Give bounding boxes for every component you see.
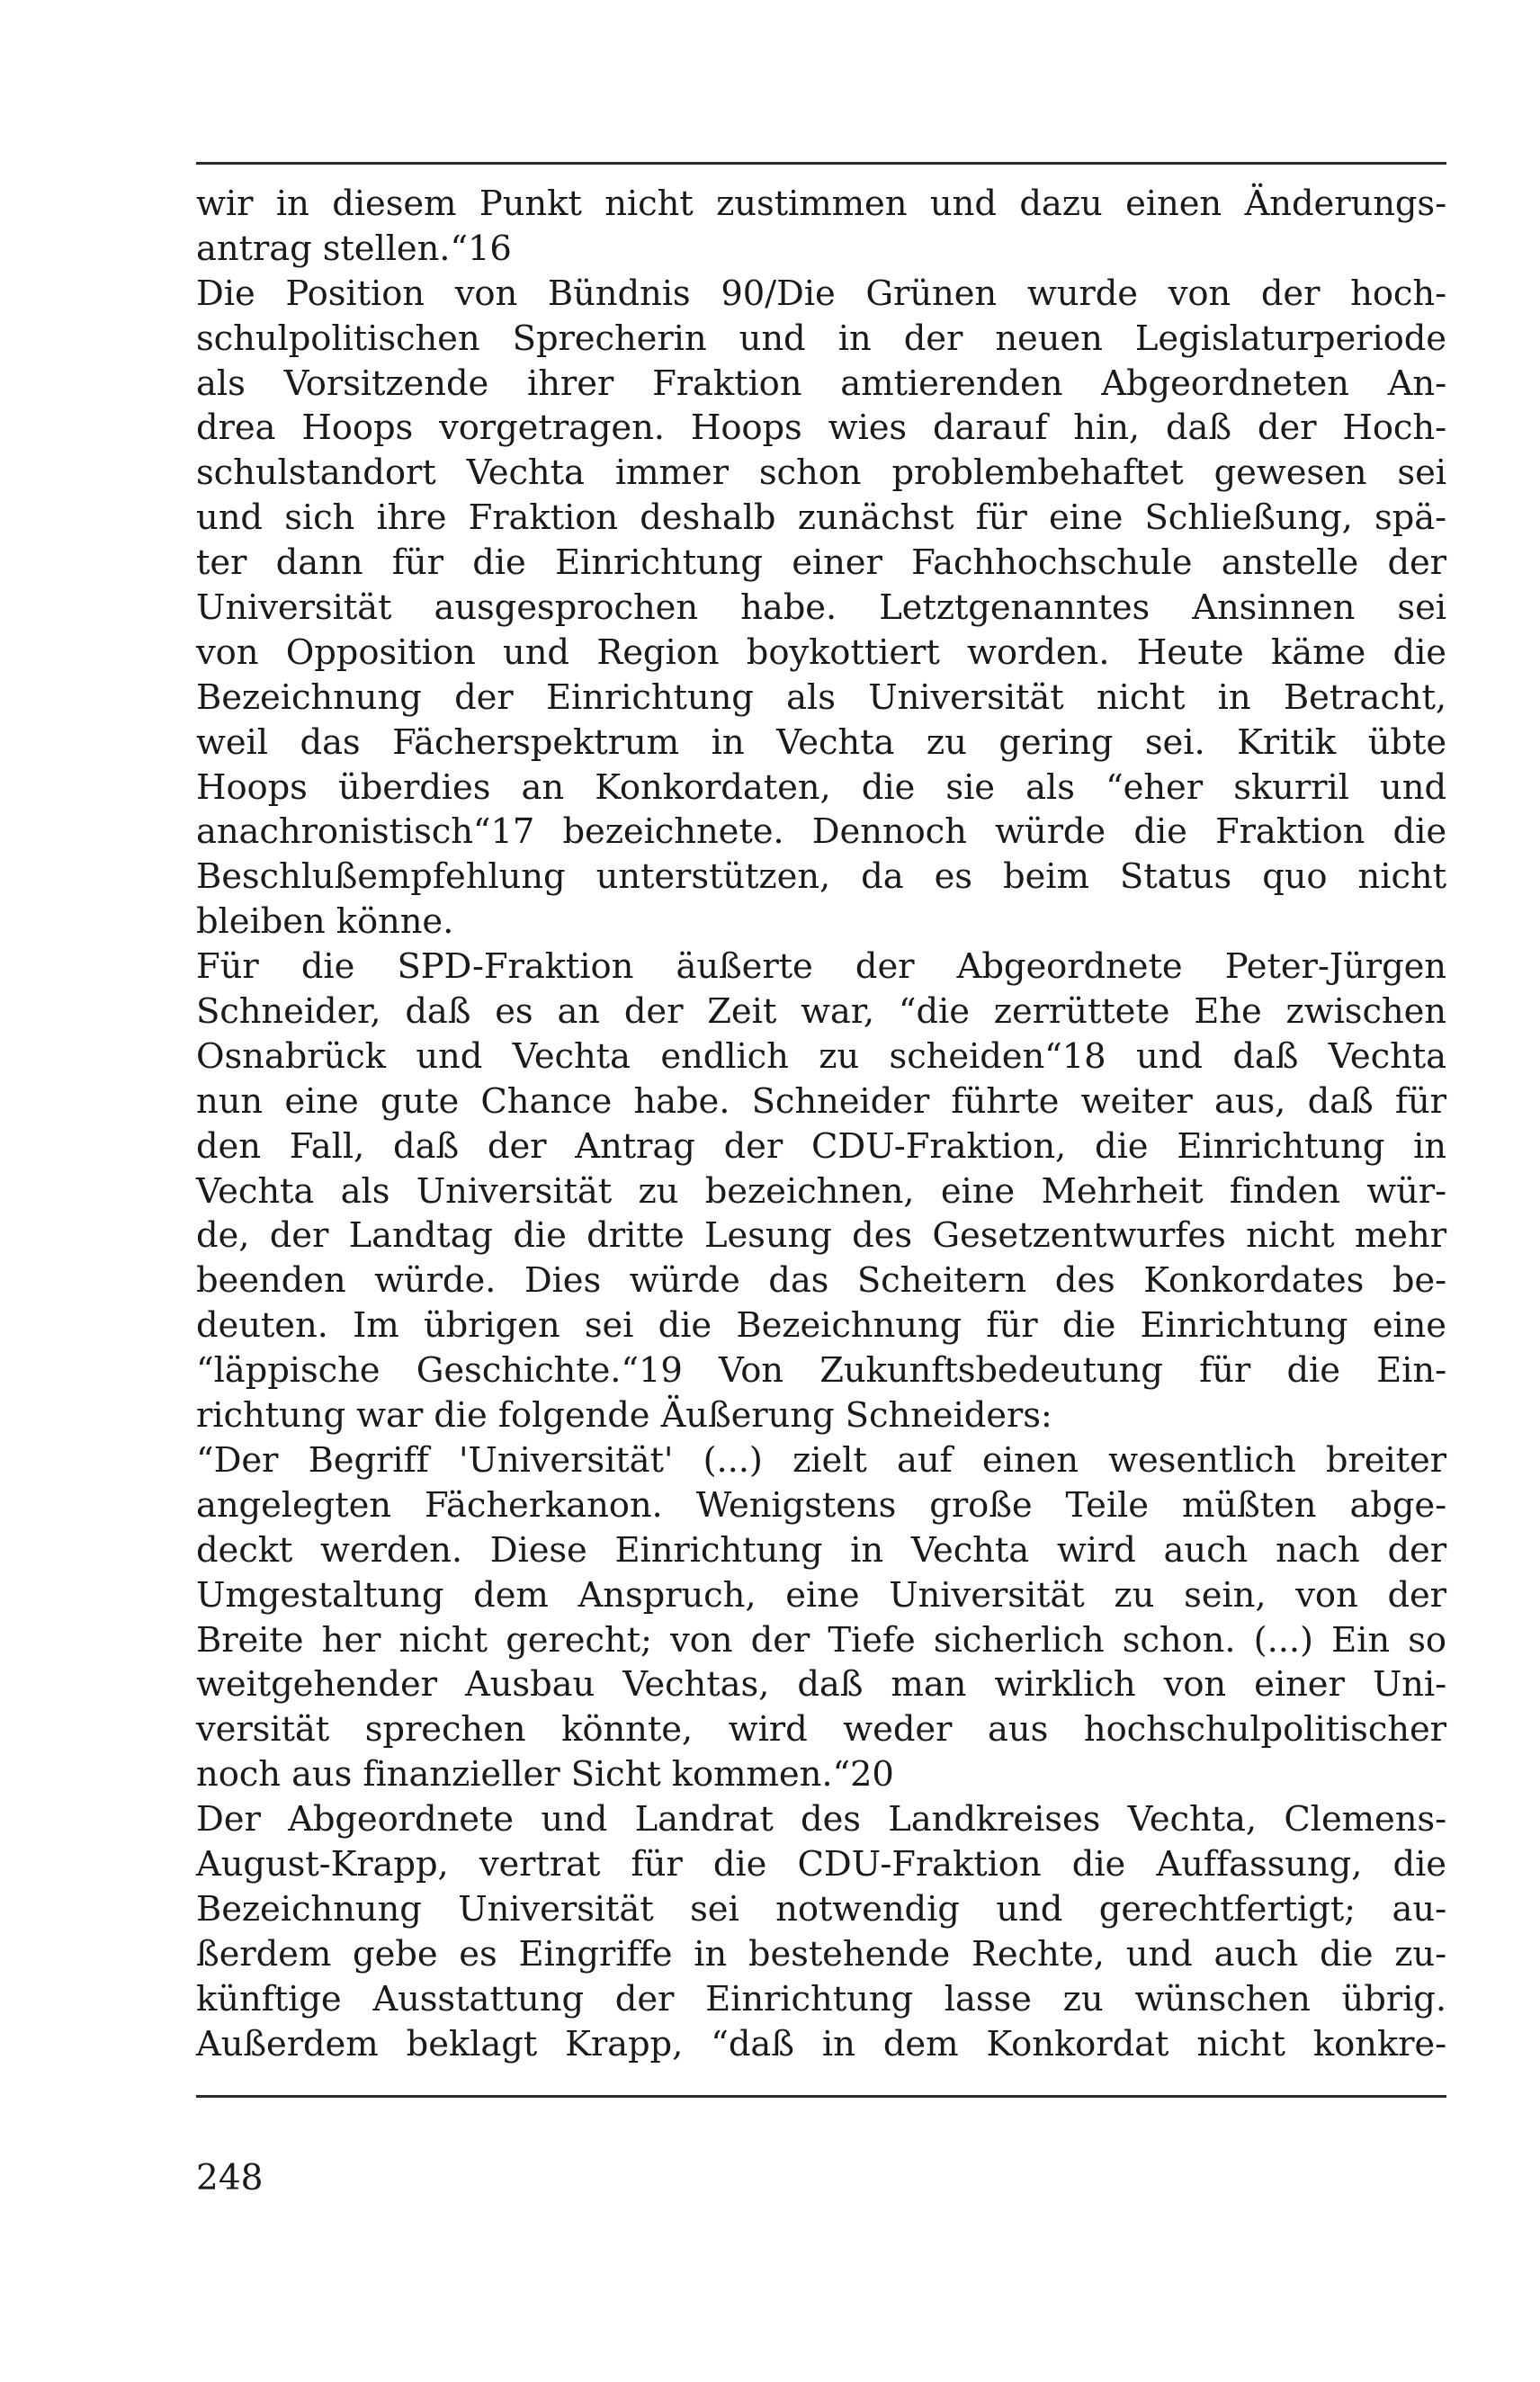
text-line: “Der Begriff 'Universität' (...) zielt auf einen wesentlich breiter [196,1439,1446,1481]
text-line: schulstandort Vechta immer schon problembehaftet gewesen sei [196,452,1446,494]
top-rule [196,162,1446,165]
body-text [196,182,1446,2066]
text-line: als Vorsitzende ihrer Fraktion amtierenden Abgeordneten An- [196,363,1446,404]
text-line: Hoops überdies an Konkordaten, die sie als “eher skurril und [196,766,1446,808]
text-line: Universität ausgesprochen habe. Letztgenanntes Ansinnen sei [196,587,1446,629]
text-line: deckt werden. Diese Einrichtung in Vechta wird auch nach der [196,1529,1446,1571]
text-line: noch aus finanzieller Sicht kommen.“20 [196,1754,894,1795]
text-line: bleiben könne. [196,901,454,943]
bottom-rule [196,2095,1446,2098]
text-line: ter dann für die Einrichtung einer Fachhochschule anstelle der [196,542,1446,584]
text-line: deuten. Im übrigen sei die Bezeichnung für die Einrichtung eine [196,1305,1446,1347]
page-number: 248 [196,2158,264,2198]
text-line: “läppische Geschichte.“19 Von Zukunftsbedeutung für die Ein- [196,1350,1446,1392]
text-line: drea Hoops vorgetragen. Hoops wies darauf hin, daß der Hoch- [196,407,1446,449]
text-line: Außerdem beklagt Krapp, “daß in dem Konkordat nicht konkre- [196,2023,1446,2064]
text-line: Schneider, daß es an der Zeit war, “die zerrüttete Ehe zwischen [196,991,1446,1033]
text-line: de, der Landtag die dritte Lesung des Gesetzentwurfes nicht mehr [196,1215,1446,1257]
text-line: beenden würde. Dies würde das Scheitern des Konkordates be- [196,1260,1446,1302]
text-line: Beschlußempfehlung unterstützen, da es beim Status quo nicht [196,856,1446,898]
text-line: August-Krapp, vertrat für die CDU-Fraktion die Auffassung, die [196,1843,1446,1885]
text-line: künftige Ausstattung der Einrichtung lasse zu wünschen übrig. [196,1978,1446,2019]
text-line: Osnabrück und Vechta endlich zu scheiden“18 und daß Vechta [196,1035,1446,1077]
text-line: angelegten Fächerkanon. Wenigstens große Teile müßten abge- [196,1484,1446,1526]
text-line: versität sprechen könnte, wird weder aus hochschulpolitischer [196,1709,1446,1751]
text-line: Breite her nicht gerecht; von der Tiefe sicherlich schon. (...) Ein so [196,1619,1446,1661]
text-line: Bezeichnung der Einrichtung als Universität nicht in Betracht, [196,676,1446,718]
text-line: Umgestaltung dem Anspruch, eine Universität zu sein, von der [196,1574,1446,1616]
text-line: weil das Fächerspektrum in Vechta zu gering sei. Kritik übte [196,721,1446,763]
text-line: von Opposition und Region boykottiert worden. Heute käme die [196,631,1446,673]
text-line: Vechta als Universität zu bezeichnen, eine Mehrheit finden wür- [196,1170,1446,1212]
text-line: nun eine gute Chance habe. Schneider führte weiter aus, daß für [196,1080,1446,1122]
text-line: ßerdem gebe es Eingriffe in bestehende Rechte, und auch die zu- [196,1933,1446,1975]
text-line: weitgehender Ausbau Vechtas, daß man wirklich von einer Uni- [196,1664,1446,1706]
text-line: anachronistisch“17 bezeichnete. Dennoch würde die Fraktion die [196,811,1446,853]
text-line: wir in diesem Punkt nicht zustimmen und dazu einen Änderungs- [196,184,1446,224]
text-line: Der Abgeordnete und Landrat des Landkreises Vechta, Clemens- [196,1799,1446,1840]
text-line: richtung war die folgende Äußerung Schneiders: [196,1395,1052,1437]
text-line: antrag stellen.“16 [196,228,512,269]
text-line: und sich ihre Fraktion deshalb zunächst für eine Schließung, spä- [196,497,1446,539]
text-line: Bezeichnung Universität sei notwendig und gerechtfertigt; au- [196,1888,1446,1930]
text-line: den Fall, daß der Antrag der CDU-Fraktion, die Einrichtung in [196,1125,1446,1167]
text-line: Die Position von Bündnis 90/Die Grünen wurde von der hoch- [196,273,1446,314]
text-line: Für die SPD-Fraktion äußerte der Abgeordnete Peter-Jürgen [196,946,1446,988]
text-line: schulpolitischen Sprecherin und in der neuen Legislaturperiode [196,318,1446,359]
